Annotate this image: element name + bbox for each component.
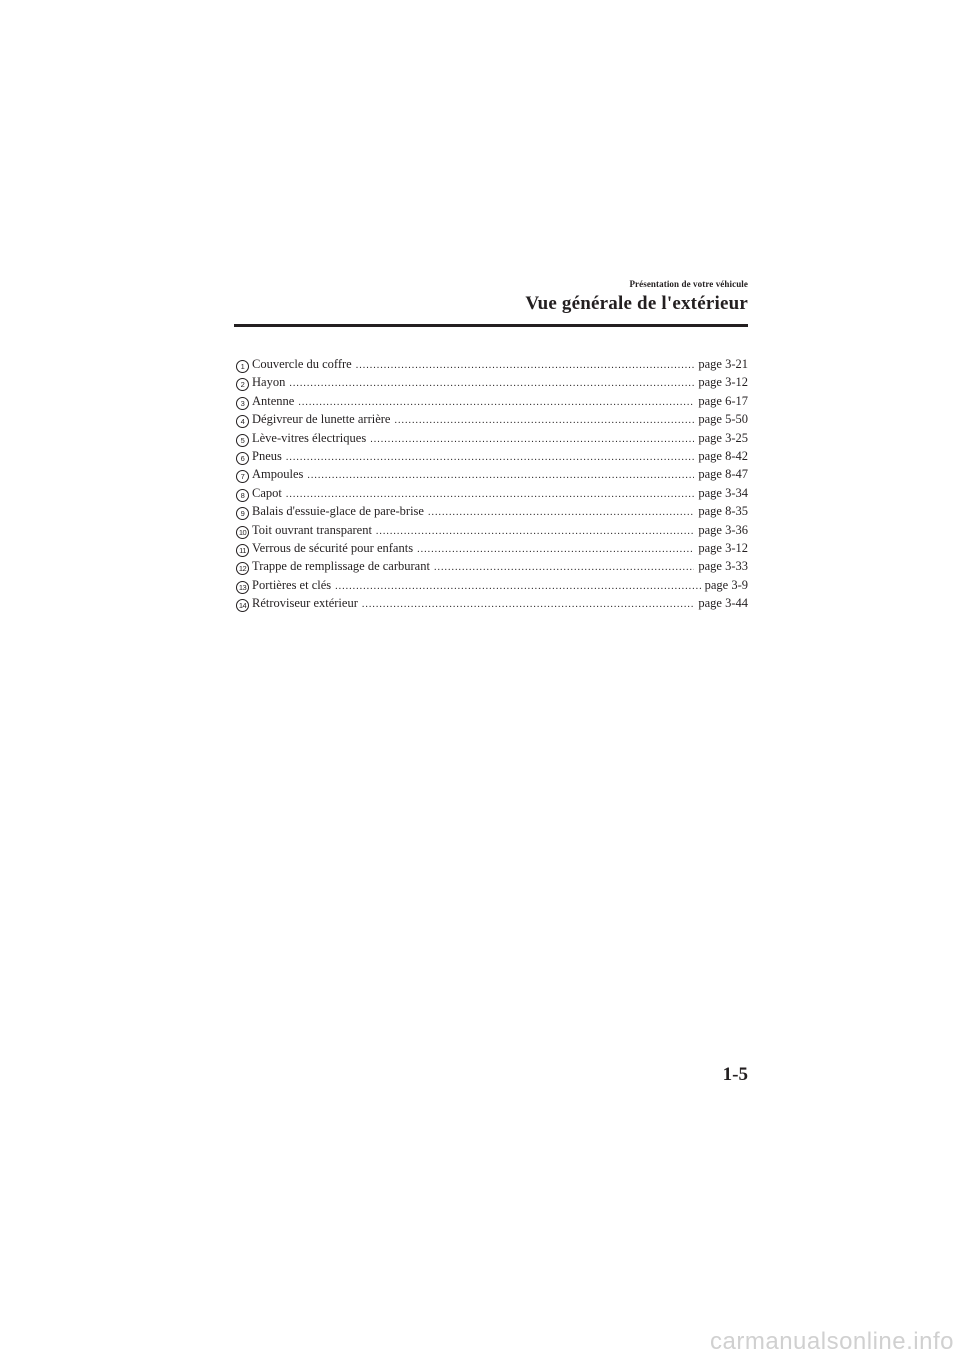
page-title: Vue générale de l'extérieur [525, 293, 748, 314]
dot-leader [417, 541, 694, 557]
item-number-badge: 1 [236, 360, 249, 373]
dot-leader [376, 523, 694, 539]
item-label: Pneus [252, 448, 282, 463]
page-number: 1-5 [722, 1064, 748, 1085]
dot-leader [289, 375, 694, 391]
item-number-badge: 3 [236, 397, 249, 410]
dot-leader [394, 412, 694, 428]
item-number-badge: 12 [236, 562, 249, 575]
page-reference: page 6-17 [698, 393, 748, 408]
item-label: Ampoules [252, 467, 304, 482]
dot-leader [298, 394, 694, 410]
item-label: Couvercle du coffre [252, 357, 352, 371]
dot-leader [307, 467, 694, 483]
item-number-badge: 4 [236, 415, 249, 428]
page-reference: page 3-34 [698, 485, 748, 500]
page-reference: page 3-12 [698, 375, 748, 390]
toc-item [236, 373, 748, 391]
item-label: Trappe de remplissage de carburant [252, 559, 430, 574]
item-number-badge: 5 [236, 434, 249, 447]
dot-leader [434, 559, 694, 575]
item-number-badge: 8 [236, 489, 249, 502]
toc-item [236, 465, 748, 483]
header-rule [234, 324, 748, 327]
item-number-badge: 13 [236, 581, 249, 594]
item-number-badge: 7 [236, 470, 249, 483]
page-reference: page 5-50 [698, 412, 748, 427]
page-reference: page 3-44 [698, 596, 748, 611]
item-label: Verrous de sécurité pour enfants [252, 540, 414, 555]
dot-leader [335, 578, 700, 594]
toc-item [236, 521, 748, 539]
dot-leader [370, 431, 694, 447]
item-label: Capot [252, 485, 282, 500]
item-label: Dégivreur de lunette arrière [252, 412, 391, 427]
page-reference: page 8-35 [698, 504, 748, 519]
page-reference: page 8-42 [698, 448, 748, 463]
item-label: Portières et clés [252, 577, 332, 592]
item-label: Hayon [252, 375, 286, 390]
item-label: Antenne [252, 393, 295, 408]
dot-leader [428, 504, 694, 520]
toc-item [236, 429, 748, 447]
item-number-badge: 6 [236, 452, 249, 465]
toc-item [236, 392, 748, 410]
dot-leader [362, 596, 695, 612]
table-of-contents [236, 355, 748, 612]
item-number-badge: 10 [236, 526, 249, 539]
item-number-badge: 14 [236, 599, 249, 612]
toc-item [236, 594, 748, 612]
toc-item [236, 502, 748, 520]
item-label: Balais d'essuie-glace de pare-brise [252, 504, 424, 519]
toc-item [236, 355, 748, 373]
item-label: Rétroviseur extérieur [252, 596, 358, 611]
section-label: Présentation de votre véhicule [629, 279, 748, 289]
toc-item [236, 447, 748, 465]
toc-item [236, 539, 748, 557]
page-header [234, 278, 748, 316]
page-reference: page 3-33 [698, 559, 748, 574]
page-reference: page 8-47 [698, 467, 748, 482]
page-reference: page 3-9 [704, 577, 748, 592]
page-reference: page 3-21 [698, 357, 748, 371]
page-reference: page 3-36 [698, 522, 748, 537]
watermark: carmanualsonline.info [710, 1328, 954, 1355]
page-reference: page 3-25 [698, 430, 748, 445]
item-number-badge: 11 [236, 544, 249, 557]
dot-leader [286, 449, 694, 465]
dot-leader [356, 357, 695, 373]
dot-leader [286, 486, 695, 502]
toc-item [236, 484, 748, 502]
item-number-badge: 2 [236, 378, 249, 391]
toc-item [236, 576, 748, 594]
toc-item [236, 410, 748, 428]
item-number-badge: 9 [236, 507, 249, 520]
item-label: Lève-vitres électriques [252, 430, 367, 445]
toc-item [236, 557, 748, 575]
page-reference: page 3-12 [698, 540, 748, 555]
item-label: Toit ouvrant transparent [252, 522, 372, 537]
